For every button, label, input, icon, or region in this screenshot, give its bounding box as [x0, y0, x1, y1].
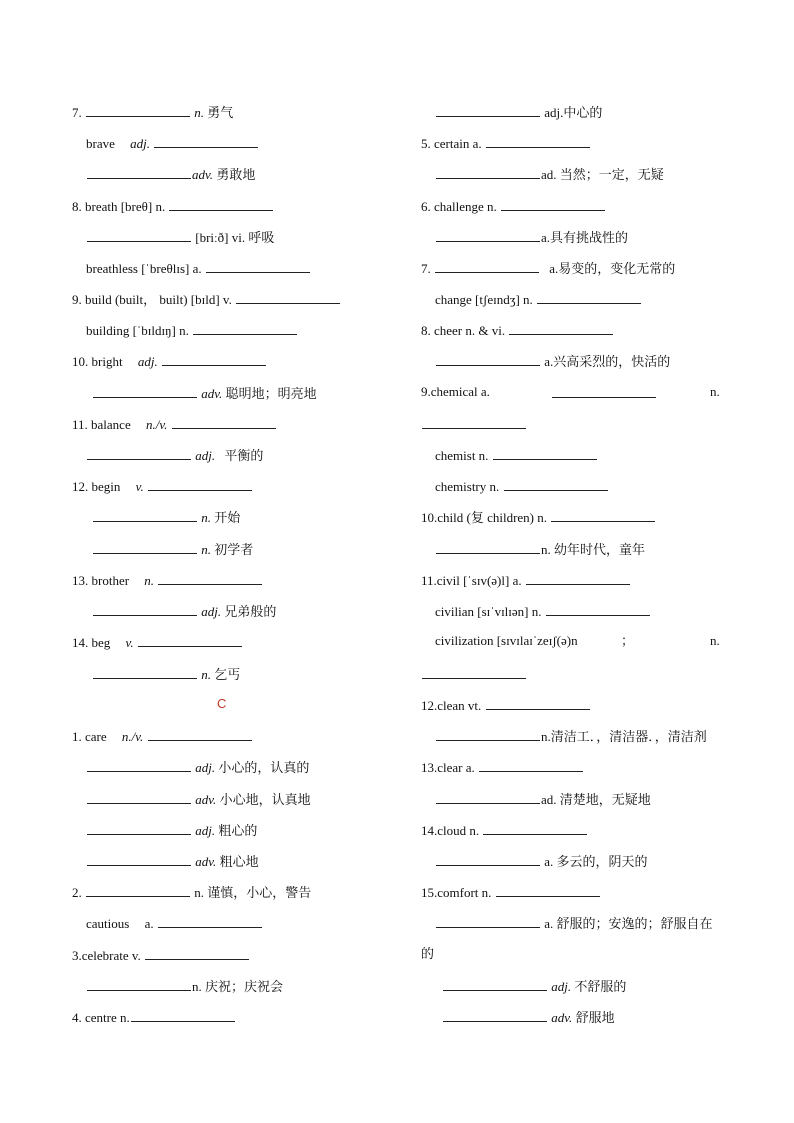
item-number: 7. — [72, 105, 82, 120]
pos-label: adj. — [137, 354, 158, 369]
left-q14-n — [92, 665, 240, 681]
right-r5 — [421, 134, 591, 150]
answer-blank[interactable] — [422, 415, 526, 429]
right-r12 — [421, 696, 591, 712]
answer-blank[interactable] — [87, 758, 191, 772]
pos-label: v. — [135, 479, 144, 494]
answer-blank[interactable] — [486, 696, 590, 710]
pos-label: n. — [710, 384, 720, 399]
word-text: 3.celebrate v. — [72, 948, 141, 963]
right-r13 — [421, 758, 584, 774]
answer-blank[interactable] — [546, 602, 650, 616]
answer-blank[interactable] — [501, 197, 605, 211]
left-q13 — [72, 571, 263, 587]
right-r7 — [421, 259, 675, 275]
right-r15-adv — [442, 1008, 615, 1024]
pos-label: n. — [194, 885, 204, 900]
pos-label: adj. — [195, 760, 216, 775]
left-q14 — [72, 633, 243, 649]
word-text: 15.comfort n. — [421, 885, 492, 900]
word-text: 4. centre n. — [72, 1010, 130, 1025]
pos-label: ad. — [541, 167, 557, 182]
right-r9 — [421, 384, 721, 400]
answer-blank[interactable] — [172, 415, 276, 429]
answer-blank[interactable] — [169, 197, 273, 211]
right-r15-adj — [442, 977, 626, 993]
answer-blank[interactable] — [87, 821, 191, 835]
right-r7-change — [435, 290, 642, 306]
answer-blank[interactable] — [206, 259, 310, 273]
pos-label: n. — [201, 510, 211, 525]
item-number: 7. — [421, 261, 431, 276]
word-text: building [ˈbɪldɪŋ] n. — [86, 323, 189, 338]
word-text: civilian [sɪˈvɪlɪən] n. — [435, 604, 542, 619]
answer-blank[interactable] — [436, 790, 540, 804]
right-r11-continued — [421, 665, 527, 681]
word-text: cautious — [86, 916, 130, 931]
right-r12-n — [435, 727, 707, 743]
pos-label: n. — [192, 979, 202, 994]
meaning-text: 具有挑战性的 — [550, 231, 629, 246]
right-r11-civilian — [435, 602, 651, 618]
word-text: 1. care — [72, 729, 107, 744]
answer-blank[interactable] — [86, 883, 190, 897]
answer-blank[interactable] — [87, 977, 191, 991]
meaning-text: 清楚地，无疑地 — [559, 793, 651, 808]
left-c1-b — [86, 790, 311, 806]
word-text: civilization [sɪvɪlaɪˈzeɪʃ(ə)n — [435, 633, 578, 648]
left-q10-adv — [92, 384, 317, 400]
answer-blank[interactable] — [86, 103, 190, 117]
answer-blank[interactable] — [422, 665, 526, 679]
meaning-text: 小心的，认真的 — [218, 761, 310, 776]
meaning-text: 幼年时代，童年 — [554, 543, 646, 558]
word-text: change [tʃeɪndʒ] n. — [435, 292, 533, 307]
answer-blank[interactable] — [443, 1008, 547, 1022]
answer-blank[interactable] — [479, 758, 583, 772]
answer-blank[interactable] — [486, 134, 590, 148]
answer-blank[interactable] — [162, 352, 266, 366]
pos-label: adj. — [544, 105, 564, 120]
pos-label: a. — [541, 230, 551, 245]
word-text: 10. bright — [72, 354, 123, 369]
answer-blank[interactable] — [436, 103, 540, 117]
meaning-text: 粗心地 — [219, 855, 259, 870]
left-q7 — [72, 103, 233, 119]
pos-label: adv. — [201, 386, 223, 401]
word-text: 12. begin — [72, 479, 121, 494]
meaning-text: 舒服地 — [575, 1011, 615, 1026]
answer-blank[interactable] — [436, 914, 540, 928]
answer-blank[interactable] — [504, 477, 608, 491]
answer-blank[interactable] — [87, 852, 191, 866]
answer-blank[interactable] — [436, 228, 540, 242]
answer-blank[interactable] — [435, 259, 539, 273]
section-letter: C — [217, 696, 227, 711]
answer-blank[interactable] — [483, 821, 587, 835]
right-r6 — [421, 197, 606, 213]
pos-label: adj. — [551, 979, 572, 994]
right-r5-ad — [435, 165, 664, 181]
left-c1-d — [86, 852, 259, 868]
answer-blank[interactable] — [131, 1008, 235, 1022]
answer-blank[interactable] — [93, 602, 197, 616]
pos-label: adj. — [201, 604, 222, 619]
right-r10 — [421, 508, 656, 524]
word-text: 8. cheer n. & vi. — [421, 323, 506, 338]
meaning-text: 多云的，阴天的 — [556, 855, 648, 870]
left-q13-adj — [92, 602, 276, 618]
left-c1-a — [86, 758, 309, 774]
word-text: 12.clean vt. — [421, 698, 482, 713]
meaning-text: 当然；一定，无疑 — [559, 168, 664, 183]
pos-label: adv. — [195, 854, 217, 869]
right-r6-a — [435, 228, 628, 244]
pos-label: v. — [125, 635, 134, 650]
left-q7-brave — [86, 134, 259, 150]
left-c2-cautious — [86, 914, 263, 930]
left-q12-n1 — [92, 508, 240, 524]
pos-label: n. — [201, 667, 211, 682]
answer-blank[interactable] — [87, 446, 191, 460]
answer-blank[interactable] — [93, 384, 197, 398]
answer-blank[interactable] — [436, 165, 540, 179]
answer-blank[interactable] — [87, 228, 191, 242]
pos-label: adv. — [551, 1010, 573, 1025]
answer-blank[interactable] — [436, 352, 540, 366]
left-q11-adj — [86, 446, 263, 462]
left-q10 — [72, 352, 267, 368]
right-r15-a — [435, 914, 713, 930]
left-q8 — [72, 197, 274, 213]
meaning-text: 平衡的 — [224, 449, 264, 464]
answer-blank[interactable] — [443, 977, 547, 991]
answer-blank[interactable] — [537, 290, 641, 304]
answer-blank[interactable] — [509, 321, 613, 335]
word-text: chemistry n. — [435, 479, 500, 494]
pos-label: n. — [710, 633, 720, 648]
word-text: 5. certain a. — [421, 136, 482, 151]
right-r11-civilization — [435, 633, 721, 649]
answer-blank[interactable] — [87, 790, 191, 804]
answer-blank[interactable] — [552, 384, 656, 398]
word-text: 11.civil [ˈsɪv(ə)l] a. — [421, 573, 522, 588]
meaning-text: 不舒服的 — [574, 980, 627, 995]
meaning-text: 开始 — [214, 511, 241, 526]
meaning-text: 清洁工．，清洁器．，清洁剂 — [550, 730, 707, 745]
right-r9-chemist — [435, 446, 598, 462]
pos-label: adv. — [195, 792, 217, 807]
left-c1-c — [86, 821, 257, 837]
right-r8 — [421, 321, 614, 337]
left-q8-less — [86, 259, 311, 275]
right-r13-ad — [435, 790, 651, 806]
meaning-text: 舒服的；安逸的；舒服自在 — [556, 917, 713, 932]
pos-label: n./v. — [121, 729, 144, 744]
left-q8-verb — [86, 228, 274, 244]
pos-label: vi. — [231, 230, 246, 245]
answer-blank[interactable] — [148, 727, 252, 741]
answer-blank[interactable] — [551, 508, 655, 522]
meaning-text: 兴高采烈的，快活的 — [553, 355, 671, 370]
right-r15 — [421, 883, 601, 899]
pos-label: n. — [541, 542, 551, 557]
left-q7-adv — [86, 165, 255, 181]
pos-label: n. — [541, 729, 551, 744]
answer-blank[interactable] — [436, 540, 540, 554]
answer-blank[interactable] — [93, 508, 197, 522]
answer-blank[interactable] — [93, 665, 197, 679]
left-q12 — [72, 477, 253, 493]
word-text: 11. balance — [72, 417, 131, 432]
word-text: 13.clear a. — [421, 760, 475, 775]
phonetic-text: [briːð] — [195, 230, 229, 245]
meaning-text: 粗心的 — [218, 824, 258, 839]
left-q9 — [72, 290, 341, 306]
meaning-text: 乞丐 — [214, 668, 241, 683]
answer-blank[interactable] — [496, 883, 600, 897]
word-text: 14.cloud n. — [421, 823, 480, 838]
meaning-text: 聪明地；明亮地 — [225, 387, 317, 402]
meaning-text: 初学者 — [214, 543, 254, 558]
section-heading-c — [217, 696, 226, 712]
meaning-text: 呼吸 — [248, 231, 275, 246]
right-r15-wrap — [421, 946, 434, 962]
word-text: 6. challenge n. — [421, 199, 497, 214]
word-text: brave — [86, 136, 115, 151]
meaning-text: 谨慎，小心，警告 — [207, 886, 312, 901]
right-r11 — [421, 571, 631, 587]
meaning-text: 兄弟般的 — [224, 605, 277, 620]
punctuation: ； — [621, 633, 635, 648]
answer-blank[interactable] — [158, 571, 262, 585]
left-c4 — [72, 1008, 236, 1024]
right-r9-continued — [421, 415, 527, 431]
left-c2 — [72, 883, 311, 899]
answer-blank[interactable] — [87, 165, 191, 179]
pos-label: a. — [544, 354, 554, 369]
answer-blank[interactable] — [93, 540, 197, 554]
pos-label: n. — [144, 573, 155, 588]
meaning-text: 勇敢地 — [216, 168, 256, 183]
answer-blank[interactable] — [193, 321, 297, 335]
meaning-text: 勇气 — [207, 106, 234, 121]
pos-label: adj. — [195, 448, 216, 463]
word-text: 13. brother — [72, 573, 130, 588]
meaning-text: 的 — [421, 947, 435, 962]
word-text: breathless [ˈbreθlɪs] a. — [86, 261, 202, 276]
answer-blank[interactable] — [436, 852, 540, 866]
pos-label: a. — [144, 916, 154, 931]
answer-blank[interactable] — [158, 914, 262, 928]
pos-label: a. — [549, 261, 559, 276]
pos-label: a. — [544, 916, 554, 931]
answer-blank[interactable] — [236, 290, 340, 304]
pos-label: adv. — [192, 167, 214, 182]
answer-blank[interactable] — [148, 477, 252, 491]
word-text: 9. build (built， built) [bɪld] v. — [72, 292, 232, 307]
left-q12-n2 — [92, 540, 253, 556]
meaning-text: 庆祝；庆祝会 — [205, 980, 284, 995]
left-q9-building — [86, 321, 298, 337]
left-c1 — [72, 727, 253, 743]
right-r14 — [421, 821, 588, 837]
meaning-text: 易变的，变化无常的 — [558, 262, 676, 277]
answer-blank[interactable] — [138, 633, 242, 647]
meaning-text: 小心地，认真地 — [219, 793, 311, 808]
answer-blank[interactable] — [526, 571, 630, 585]
left-c3-n — [86, 977, 283, 993]
left-q11 — [72, 415, 277, 431]
answer-blank[interactable] — [436, 727, 540, 741]
right-r4-adj — [435, 103, 602, 119]
word-text: 10.child (复 children) n. — [421, 510, 547, 525]
right-r9-chemistry — [435, 477, 609, 493]
right-r14-a — [435, 852, 648, 868]
pos-label: n./v. — [145, 417, 168, 432]
word-text: 14. beg — [72, 635, 111, 650]
answer-blank[interactable] — [154, 134, 258, 148]
pos-label: n. — [194, 105, 204, 120]
pos-label: adj. — [195, 823, 216, 838]
answer-blank[interactable] — [493, 446, 597, 460]
right-r8-a — [435, 352, 670, 368]
word-text: 9.chemical a. — [421, 384, 490, 399]
pos-label: ad. — [541, 792, 557, 807]
meaning-text: 中心的 — [563, 106, 603, 121]
pos-label: a. — [544, 854, 554, 869]
pos-label: n. — [201, 542, 211, 557]
answer-blank[interactable] — [145, 946, 249, 960]
item-number: 2. — [72, 885, 82, 900]
right-r10-n — [435, 540, 645, 556]
word-text: 8. breath [breθ] n. — [72, 199, 166, 214]
left-c3 — [72, 946, 250, 962]
pos-label: adj. — [130, 136, 150, 151]
word-text: chemist n. — [435, 448, 489, 463]
